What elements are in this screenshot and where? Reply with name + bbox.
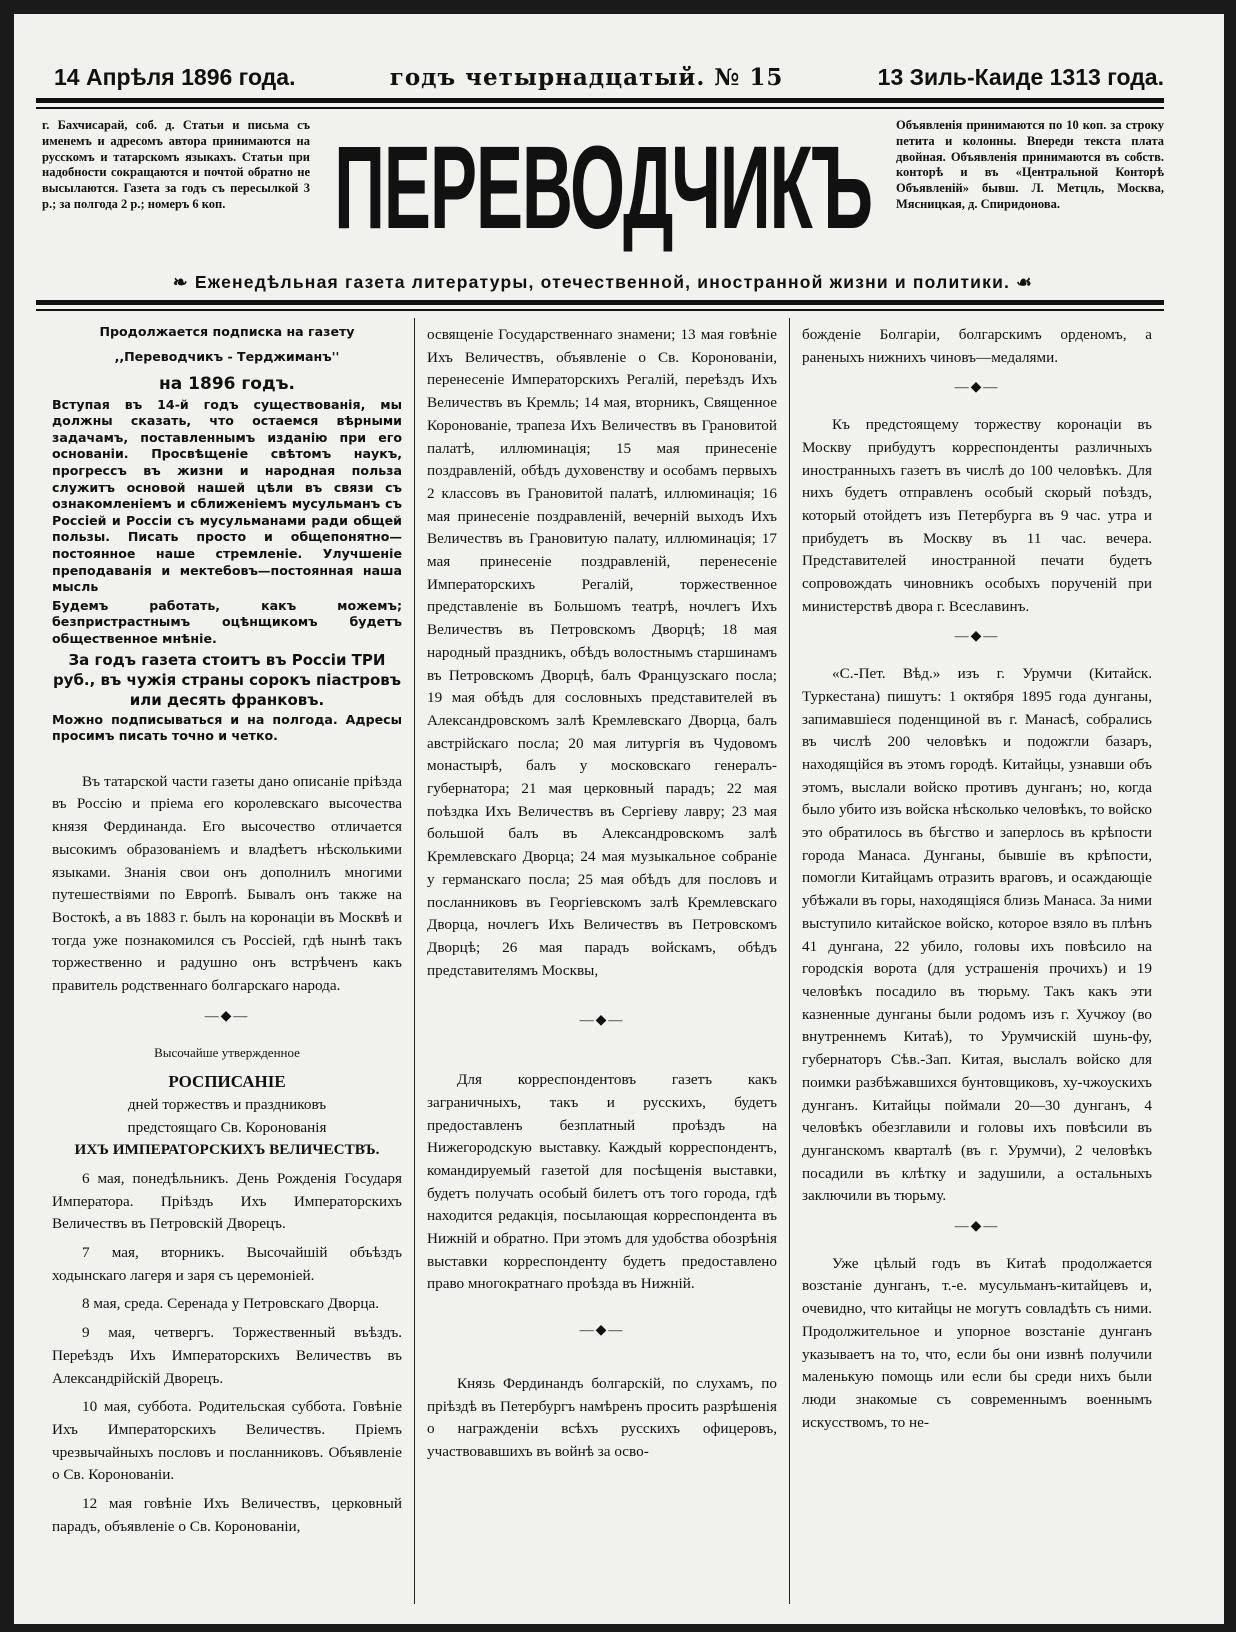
schedule-sub-1: дней торжествъ и праздниковъ bbox=[127, 1095, 327, 1113]
schedule-title: РОСПИСАНІЕ bbox=[168, 1072, 286, 1092]
column-2 bbox=[414, 318, 789, 1604]
article-awards-continued: божденіе Болгаріи, болгарскимъ орденомъ, а раненыхъ нижнихъ чиновъ—медалями. bbox=[802, 326, 1152, 366]
gregorian-date: 14 Апрѣля 1896 года. bbox=[54, 64, 296, 90]
article-urumchi: «С.-Пет. Вѣд.» изъ г. Урумчи (Китайск. Туркестана) пишутъ: 1 октября 1895 года дунганы, запимавшіеся поденщиной въ г. Манасѣ, собрались въ числѣ 200 человѣкъ и подожгли базаръ, находящійся въ этомъ городѣ. Китайцы, узнавши объ этомъ, выслали войско противъ дунганъ; но, когда было убито изъ войска нѣсколько человѣкъ, то войско это обратилось въ бѣгство и заперлось въ крѣпости города Манаса. Дунганы, бывшіе въ крѣпости, помогли Китайцамъ отразить враговъ, и осаждающіе убѣжали въ горы, находящіяся близь Манаса. За ними выступило китайское войско, которое взяло въ плѣнъ 41 дунгана, 22 убило, головы ихъ повѣсило на городскія ворота (для устрашенія прочихъ) и 19 человѣкъ посадило въ тюрьму. Такъ какъ эти казненные дунганы были родомъ изъ г. Хучжоу (во внутреннемъ Китаѣ), то Урумчискій шунь-фу, губернаторъ Сѣв.-Зап. Китая, выслалъ войско для поимки разбѣжавшихся бунтовщиковъ, ху-чжоускихъ дунганъ. Китайцы поймали 20—30 дунганъ, 4 человѣкъ обезглавили и головы ихъ повѣсили въ дунганскомъ кварталѣ (въ г. Урумчи), 2 человѣкъ посадили въ клѣтку и задушили, а остальныхъ заключили въ тюрьму. bbox=[802, 665, 1152, 1205]
column-3 bbox=[789, 318, 1164, 1604]
ornament-divider: —◆— bbox=[954, 1219, 1000, 1235]
ornament-divider: —◆— bbox=[954, 629, 1000, 645]
dateline bbox=[54, 64, 1164, 91]
columns bbox=[40, 318, 1164, 1604]
editorial-info: г. Бахчисарай, соб. д. Статьи и письма съ именемъ и адресомъ автора принимаются на русскомъ и татарскомъ языкахъ. Статьи при надобности сокращаются и почтой обратно не высылаются. Газета за годъ съ пересылкой 3 р.; за полгода 2 р.; номеръ 6 коп. bbox=[42, 118, 310, 211]
article-foreign-correspondents: Къ предстоящему торжеству коронаціи въ Москву прибудутъ корреспонденты различныхъ иностранныхъ газетъ въ числѣ до 100 человѣкъ. Для нихъ будетъ отправленъ особый скорый поѣздъ, который отойдетъ изъ Петербурга въ 9 час. утра и прибудетъ въ Москву въ 11 час. вечера. Представителей иностранной печати будетъ сопровождать чиновникъ особыхъ порученій при министерствѣ двора г. Всеславинъ. bbox=[802, 416, 1152, 615]
schedule-item: 8 мая, среда. Серенада у Петровскаго Дворца. bbox=[82, 1295, 380, 1313]
newspaper-page bbox=[14, 14, 1224, 1624]
divider bbox=[36, 107, 1164, 109]
subscription-price: За годъ газета стоитъ въ Россіи ТРИ руб., въ чужія страны сорокъ піастровъ или десять франковъ. bbox=[52, 650, 402, 709]
ornament-divider: —◆— bbox=[579, 1013, 625, 1029]
subscription-name: ,,Переводчикъ - Терджиманъ'' bbox=[114, 348, 340, 364]
newspaper-title: ПЕРЕВОДЧИКЪ bbox=[334, 122, 872, 254]
tagline: ❧ Еженедѣльная газета литературы, отечественной, иностранной жизни и политики. ☙ bbox=[172, 272, 1034, 292]
ornament-divider: —◆— bbox=[204, 1008, 250, 1024]
divider bbox=[36, 98, 1164, 103]
ornament-divider: —◆— bbox=[579, 1323, 625, 1339]
schedule-sub-2: предстоящаго Св. Коронованія bbox=[127, 1118, 327, 1136]
schedule-item: 10 мая, суббота. Родительская суббота. Говѣніе Ихъ Императорскихъ Величествъ. Пріемъ чрезвычайныхъ пословъ и посланниковъ. Объявленіе о Св. Коронованіи. bbox=[52, 1398, 402, 1484]
tagline-text: Еженедѣльная газета литературы, отечественной, иностранной жизни и политики. bbox=[194, 272, 1011, 292]
ornament-divider: —◆— bbox=[954, 380, 1000, 396]
subscription-notice bbox=[52, 324, 402, 745]
article-correspondents-exhibition: Для корреспондентовъ газетъ какъ заграничныхъ, такъ и русскихъ, будетъ предоставленъ безплатный проѣздъ на Нижегородскую выставку. Каждый корреспондентъ, командируемый газетой для посѣщенія выставки, будетъ получать особый билетъ отъ того города, гдѣ находится редакція, посылающая корреспондента въ Нижній и обратно. При этомъ для удобства обозрѣнія выставки корреспонденту будетъ предоставлено право многократнаго проѣзда въ Нижній. bbox=[427, 1071, 777, 1293]
masthead bbox=[42, 118, 1164, 268]
divider bbox=[36, 300, 1164, 305]
year-issue-number: годъ четырнадцатый. № 15 bbox=[389, 64, 784, 91]
subscription-year: на 1896 годъ. bbox=[159, 373, 295, 394]
article-ferdinand-awards: Князь Фердинандъ болгарскій, по слухамъ, по пріѣздѣ въ Петербургъ намѣренъ просить разрѣшенія о награжденіи всѣхъ русскихъ офицеровъ, участвовавшихъ въ войнѣ за осво- bbox=[427, 1374, 777, 1460]
divider bbox=[36, 309, 1164, 311]
subscription-body-2: Будемъ работать, какъ можемъ; безпристрастнымъ оцѣнщикомъ будетъ общественное мнѣніе. bbox=[52, 597, 402, 646]
schedule-pre: Высочайше утвержденное bbox=[154, 1045, 300, 1061]
hijri-date: 13 Зиль-Каиде 1313 года. bbox=[877, 64, 1164, 90]
schedule-sub-3: ИХЪ ИМПЕРАТОРСКИХЪ ВЕЛИЧЕСТВЪ. bbox=[74, 1141, 380, 1159]
schedule-continued: освященіе Государственнаго знамени; 13 мая говѣніе Ихъ Величествъ, объявленіе о Св. Коронованіи, перенесеніе Императорскихъ Регалій, переѣздъ Ихъ Величествъ въ Кремль; 14 мая, вторникъ, Священное Коронованіе, трапеза Ихъ Величествъ въ Грановитой палатѣ, иллюминація; 15 мая принесеніе поздравленій, обѣдъ духовенству и особамъ первыхъ 2 классовъ въ Грановитой палатѣ, иллюминація; 16 мая принесеніе поздравленій, вечерній выходъ Ихъ Величествъ въ Грановитую палату, иллюминація; 17 мая принесеніе поздравленій, перенесеніе Императорскихъ Регалій, торжественное представленіе въ Большомъ театрѣ, ночлегъ Ихъ Величествъ въ Петровскомъ Дворцѣ; 18 мая народный праздникъ, обѣдъ волостнымъ старшинамъ въ Петровскомъ Дворцѣ, балъ Французскаго посла; 19 мая обѣдъ для сословныхъ представителей въ Александровскомъ залѣ Кремлевскаго Дворца, балъ австрійскаго посла; 20 мая литургія въ Чудовомъ монастырѣ, балъ у московскаго генералъ-губернатора; 21 мая церковный парадъ; 22 мая поѣздка Ихъ Величествъ въ Сергіеву лавру; 23 мая большой балъ въ Александровскомъ залѣ Кремлевскаго Дворца; 24 мая музыкальное собраніе у германскаго посла; 25 мая обѣдъ для пословъ и посланниковъ въ Георгіевскомъ залѣ Кремлевскаго Дворца, ночлегъ Ихъ Величествъ въ Петровскомъ Дворцѣ; 26 мая парадъ войскамъ, обѣдъ представителямъ Москвы, bbox=[427, 326, 777, 979]
column-1 bbox=[40, 318, 414, 1604]
schedule-item: 9 мая, четвергъ. Торжественный въѣздъ. Переѣздъ Ихъ Императорскихъ Величествъ въ Александрійскій Дворецъ. bbox=[52, 1324, 402, 1387]
article-dungan-uprising: Уже цѣлый годъ въ Китаѣ продолжается возстаніе дунганъ, т.-е. мусульманъ-китайцевъ и, очевидно, что китайцы не могутъ совладѣть съ ними. Продолжительное и упорное возстаніе дунганъ указываетъ на то, что, если бы они извнѣ получили маленькую помощь или если бы среди нихъ были люди знакомые съ современнымъ военнымъ искусствомъ, то не- bbox=[802, 1254, 1152, 1431]
advertising-info: Объявленія принимаются по 10 коп. за строку петита и колонны. Впереди текста плата двойная. Объявленія принимаются въ собств. конторѣ и въ «Центральной Конторѣ Объявленій» бывш. Л. Метцль, Москва, Мясницкая, д. Спиридонова. bbox=[896, 118, 1164, 211]
subscription-body: Вступая въ 14-й годъ существованія, мы должны сказать, что остаемся вѣрными задачамъ, поставленнымъ изданію при его основаніи. Просвѣщеніе свѣтомъ наукъ, прогрессъ въ жизни и народная польза служитъ основой нашей цѣли въ связи съ ознакомленіемъ и сближеніемъ мусульманъ съ Россіей и Россіи съ мусульманами ради общей пользы. Писать просто и общепонятно—постоянное наше стремленіе. Улучшеніе преподаванія и мектебовъ—постоянная наша мысль bbox=[52, 396, 402, 595]
schedule-item: 7 мая, вторникъ. Высочайшій объѣздъ ходынскаго лагеря и заря съ церемоніей. bbox=[52, 1244, 402, 1284]
article-ferdinand: Въ татарской части газеты дано описаніе пріѣзда въ Россію и пріема его королевскаго высочества князя Фердинанда. Его высочество отличается высокимъ образованіемъ и владѣетъ нѣсколькими языками. Знанія свои онъ дополнилъ многими путешествіями по Европѣ. Бывалъ онъ также на Востокѣ, а въ 1883 г. былъ на коронаціи въ Москвѣ и тогда уже познакомился съ Россіей, гдѣ нынѣ такъ торжественно и радушно онъ встрѣченъ какъ правитель родственнаго болгарскаго народа. bbox=[52, 772, 402, 995]
subscription-note: Можно подписываться и на полгода. Адресы просимъ писать точно и четко. bbox=[52, 711, 402, 744]
schedule-item: 12 мая говѣніе Ихъ Величествъ, церковный парадъ, объявленіе о Св. Коронованіи, bbox=[52, 1495, 402, 1535]
schedule-item: 6 мая, понедѣльникъ. День Рожденія Государя Императора. Пріѣздъ Ихъ Императорскихъ Величествъ въ Петровскій Дворецъ. bbox=[52, 1169, 402, 1233]
subscription-line: Продолжается подписка на газету bbox=[99, 324, 355, 339]
